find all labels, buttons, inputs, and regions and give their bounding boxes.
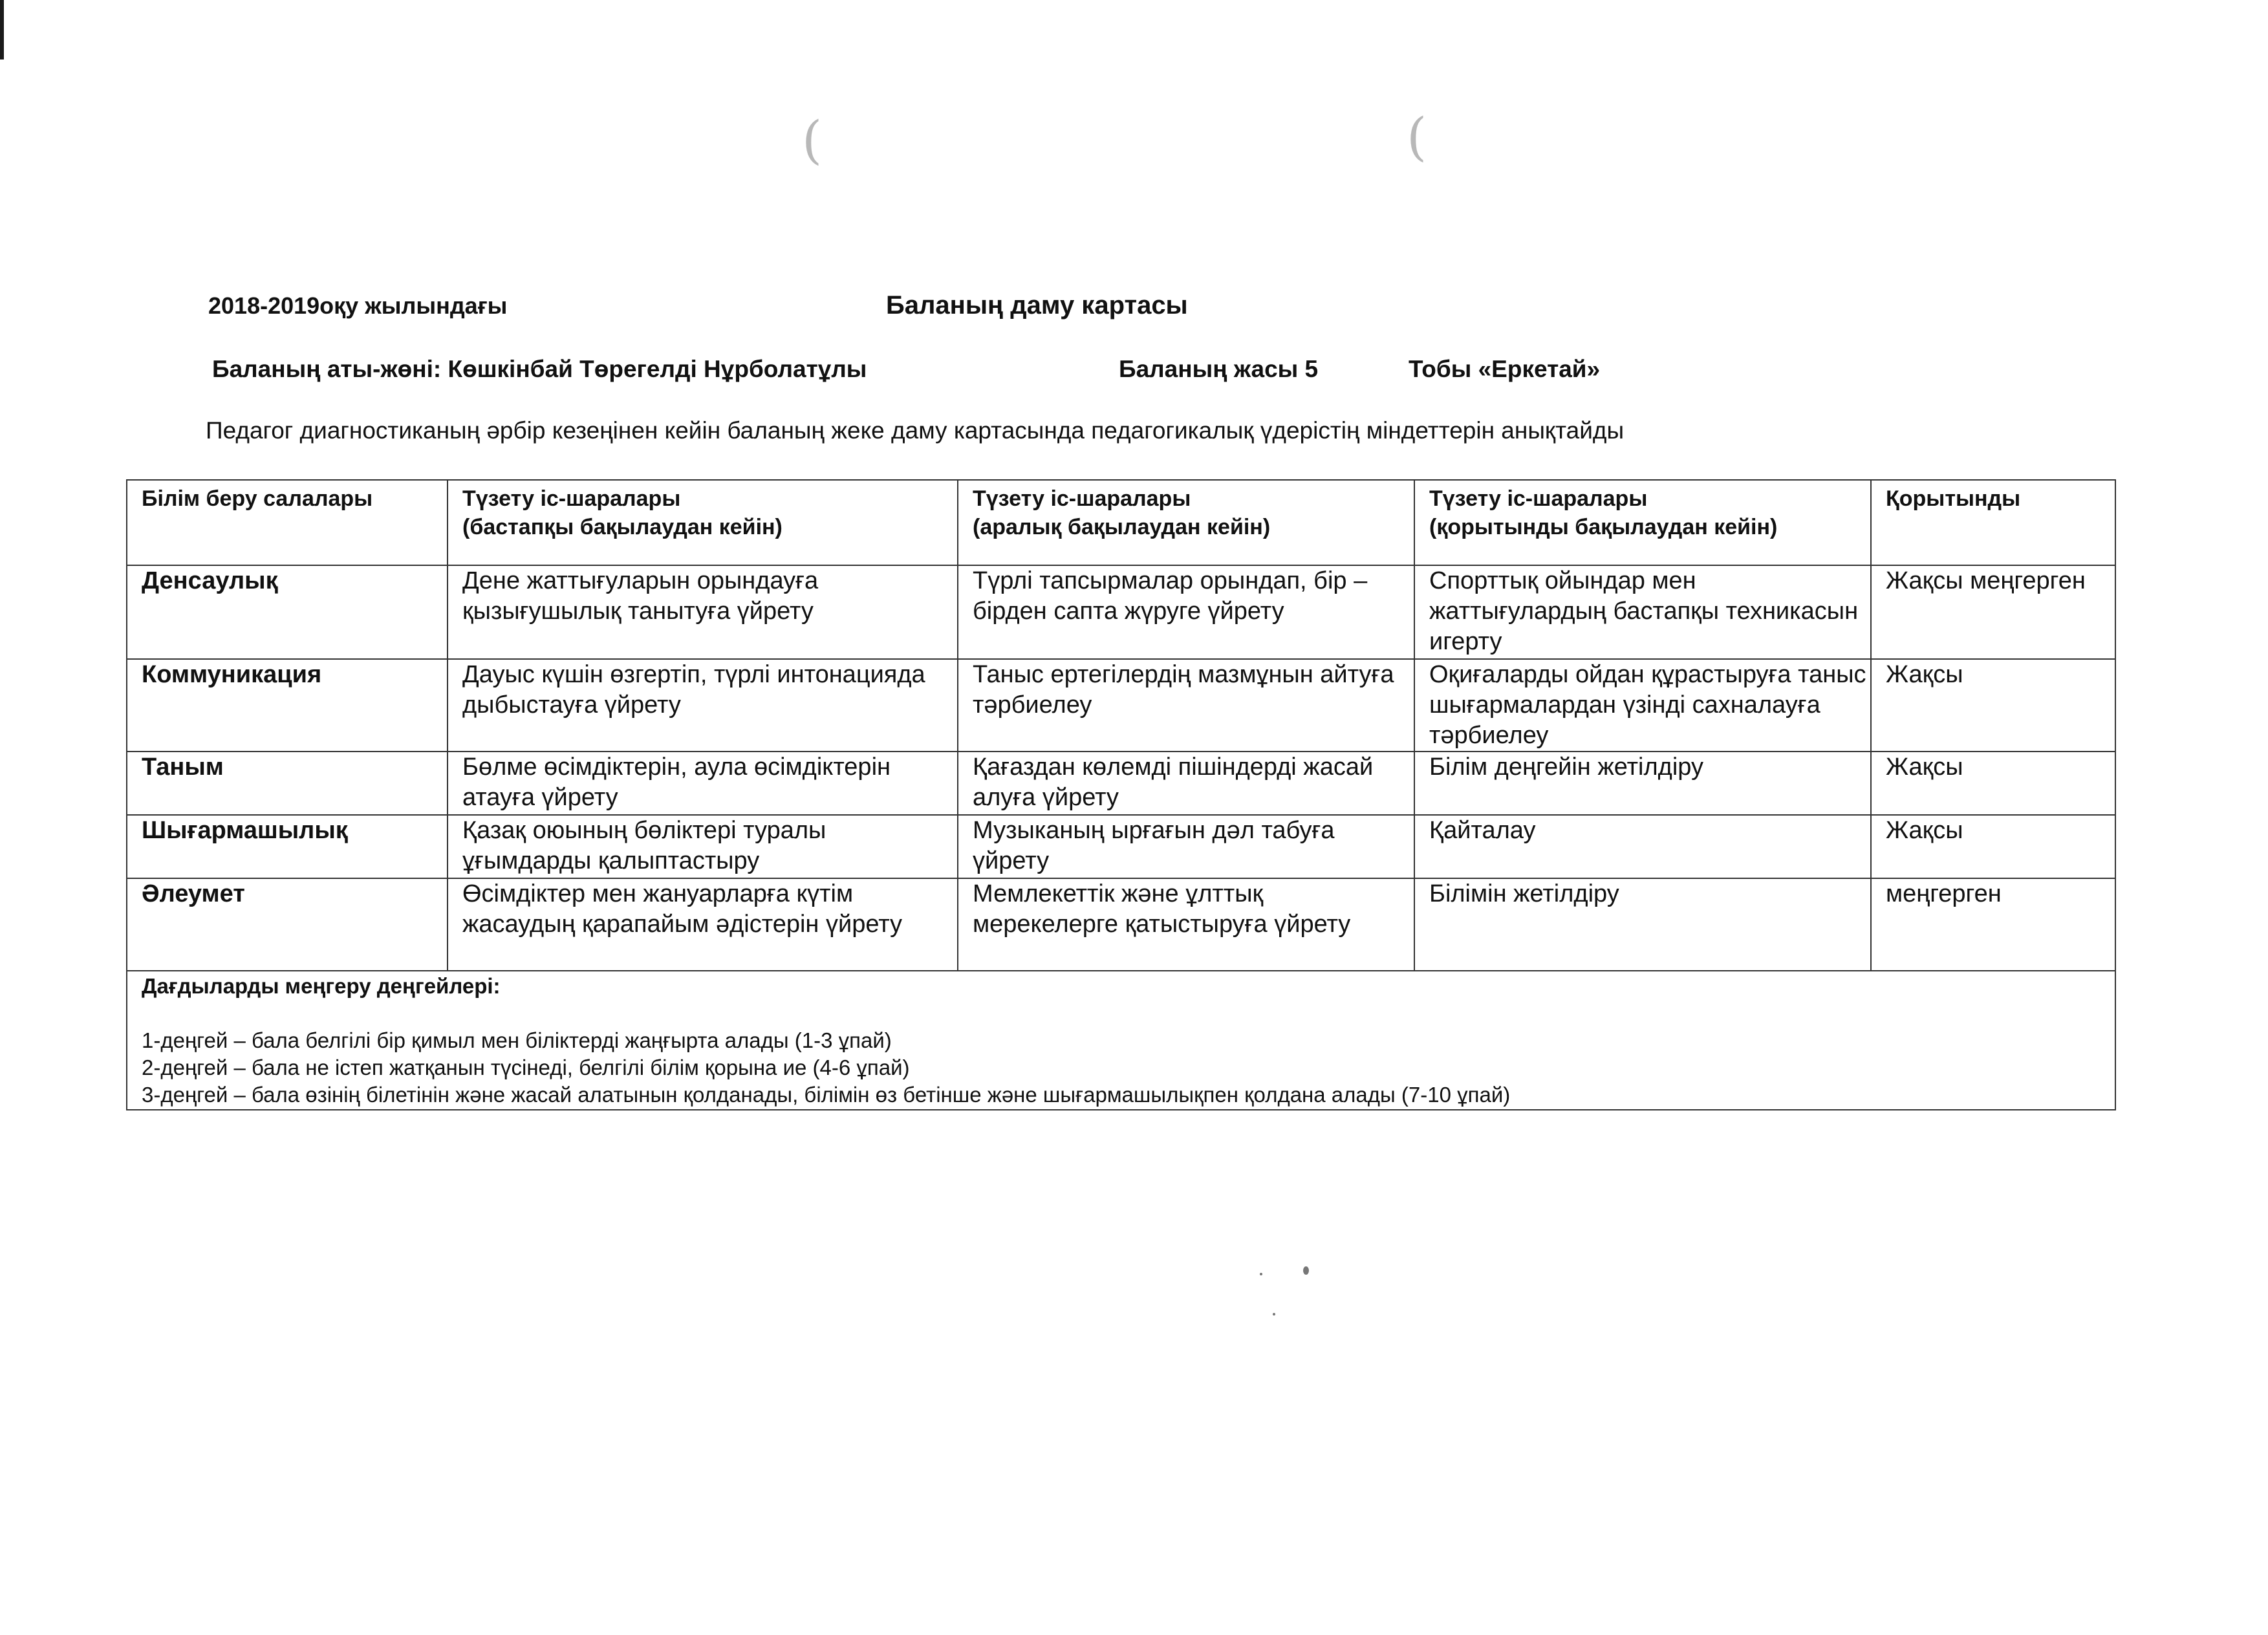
area-cell: Коммуникация <box>127 659 448 752</box>
scan-speck <box>1273 1313 1275 1316</box>
initial-measure-cell: Қазақ оюының бөліктері туралы ұғымдарды қалыптастыру <box>448 815 958 878</box>
result-cell: Жақсы <box>1871 815 2115 878</box>
header-title: Түзету іс-шаралары <box>973 486 1191 511</box>
final-measure-cell: Қайталау <box>1414 815 1871 878</box>
header-intermediate-measures <box>958 480 1414 565</box>
result-cell: Жақсы <box>1871 659 2115 752</box>
initial-measure-cell: Дауыс күшін өзгертіп, түрлі интонацияда дыбыстауға үйрету <box>448 659 958 752</box>
scan-speck <box>1303 1266 1309 1275</box>
child-age: Баланың жасы 5 <box>1119 356 1319 382</box>
level-item: 3-деңгей – бала өзінің білетінін және жасай алатынын қолданады, білімін өз бетінше және шығармашылықпен қолдана алады (7-10 ұпай) <box>142 1083 1511 1107</box>
intermediate-measure-cell: Қағаздан көлемді пішіндерді жасай алуға үйрету <box>958 752 1414 815</box>
levels-cell <box>127 971 2115 1110</box>
result-cell: Жақсы меңгерген <box>1871 565 2115 659</box>
levels-row <box>127 971 2115 1110</box>
header-final-measures <box>1414 480 1871 565</box>
header-result <box>1871 480 2115 565</box>
header-title: Түзету іс-шаралары <box>1429 486 1648 511</box>
table-row <box>127 878 2115 971</box>
initial-measure-cell: Бөлме өсімдіктерін, аула өсімдіктерін атауға үйрету <box>448 752 958 815</box>
table-row <box>127 815 2115 878</box>
result-cell: меңгерген <box>1871 878 2115 971</box>
header-subtitle: (бастапқы бақылаудан кейін) <box>462 515 783 539</box>
intermediate-measure-cell: Түрлі тапсырмалар орындап, бір – бірден сапта жүруге үйрету <box>958 565 1414 659</box>
intermediate-measure-cell: Музыканың ырғағын дәл табуға үйрету <box>958 815 1414 878</box>
scan-speck <box>1260 1273 1262 1275</box>
final-measure-cell: Спорттық ойындар мен жаттығулардың бастапқы техникасын игерту <box>1414 565 1871 659</box>
header-title: Түзету іс-шаралары <box>462 486 681 511</box>
table-row <box>127 659 2115 752</box>
levels-title: Дағдыларды меңгеру деңгейлері: <box>142 974 501 998</box>
final-measure-cell: Оқиғаларды ойдан құрастыруға таныс шығармалардан үзінді сахналауға тәрбиелеу <box>1414 659 1871 752</box>
level-item: 2-деңгей – бала не істеп жатқанын түсінеді, белгілі білім қорына ие (4-6 ұпай) <box>142 1056 910 1079</box>
final-measure-cell: Білім деңгейін жетілдіру <box>1414 752 1871 815</box>
academic-year: 2018-2019оқу жылындағы <box>208 292 508 319</box>
header-title: Қорытынды <box>1886 486 2021 511</box>
level-item: 1-деңгей – бала белгілі бір қимыл мен біліктерді жаңғырта алады (1-3 ұпай) <box>142 1028 892 1052</box>
intermediate-measure-cell: Мемлекеттік және ұлттық мерекелерге қатыстыруға үйрету <box>958 878 1414 971</box>
document-title: Баланың даму картасы <box>886 291 1188 319</box>
table-row <box>127 565 2115 659</box>
initial-measure-cell: Өсімдіктер мен жануарларға күтім жасаудың қарапайым әдістерін үйрету <box>448 878 958 971</box>
area-cell: Шығармашылық <box>127 815 448 878</box>
header-subtitle: (аралық бақылаудан кейін) <box>973 515 1271 539</box>
child-name: Баланың аты-жөні: Көшкінбай Төрегелді Нұрболатұлы <box>212 356 867 382</box>
area-cell: Әлеумет <box>127 878 448 971</box>
initial-measure-cell: Дене жаттығуларын орындауға қызығушылық танытуға үйрету <box>448 565 958 659</box>
table-header-row <box>127 480 2115 565</box>
area-cell: Таным <box>127 752 448 815</box>
area-cell: Денсаулық <box>127 565 448 659</box>
punch-hole-mark-right: ( <box>1407 107 1427 167</box>
child-group: Тобы «Еркетай» <box>1409 356 1601 382</box>
development-card-table <box>126 479 2116 1110</box>
header-education-areas <box>127 480 448 565</box>
final-measure-cell: Білімін жетілдіру <box>1414 878 1871 971</box>
result-cell: Жақсы <box>1871 752 2115 815</box>
punch-hole-mark-left: ( <box>802 110 823 170</box>
intro-text: Педагог диагностиканың әрбір кезеңінен кейін баланың жеке даму картасында педагогикалық үдерістің міндеттерін анықтайды <box>206 417 1625 444</box>
table-row <box>127 752 2115 815</box>
scan-edge-mark <box>0 0 4 60</box>
header-initial-measures <box>448 480 958 565</box>
intermediate-measure-cell: Таныс ертегілердің мазмұнын айтуға тәрбиелеу <box>958 659 1414 752</box>
header-subtitle: (қорытынды бақылаудан кейін) <box>1429 515 1778 539</box>
header-title: Білім беру салалары <box>142 486 373 511</box>
